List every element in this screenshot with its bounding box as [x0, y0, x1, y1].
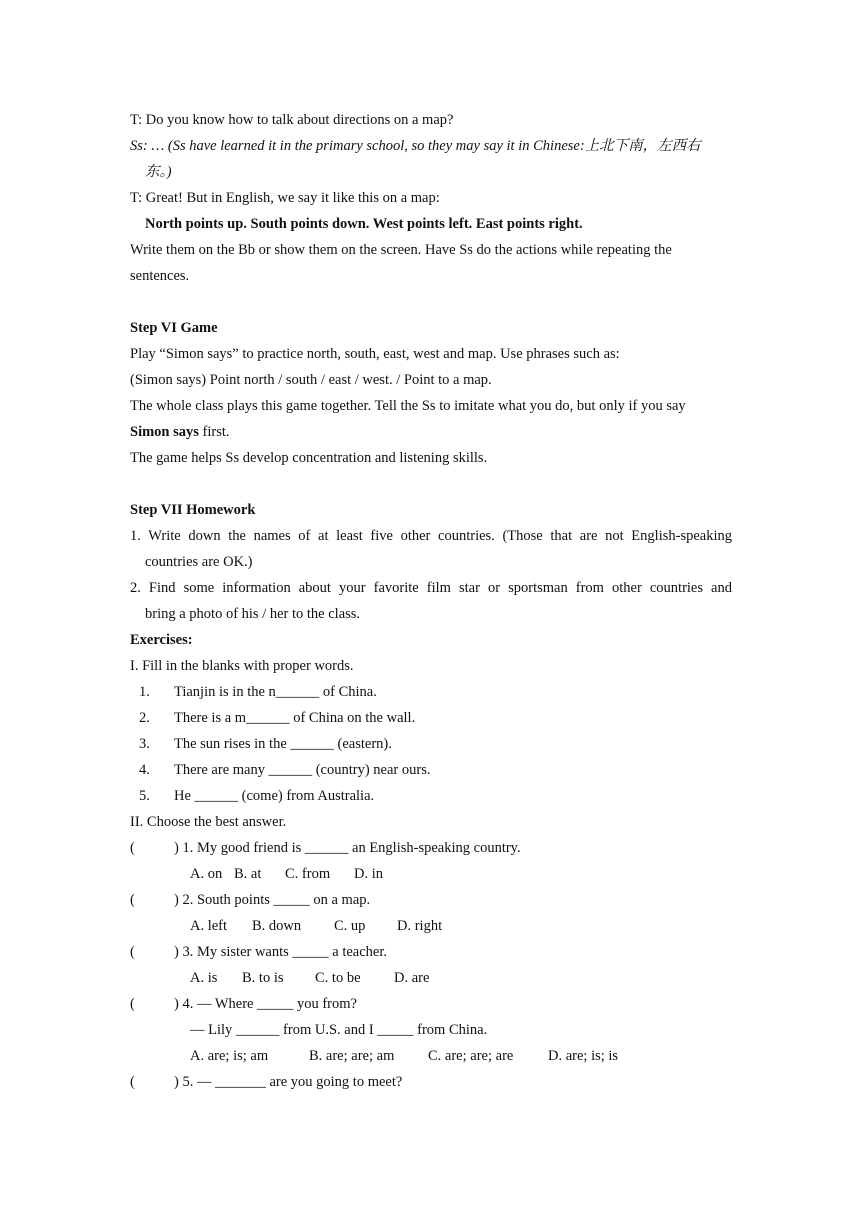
teacher-great: T: Great! But in English, we say it like this on a map:: [130, 190, 440, 206]
fill-item-number: 4.: [139, 762, 150, 778]
option-b: B. at: [234, 866, 262, 882]
direction-sentences: North points up. South points down. West points left. East points right.: [145, 216, 583, 232]
choice-question-2: [130, 891, 732, 909]
student-response-line-2: 东。): [145, 164, 172, 180]
step7-heading: Step VII Homework: [130, 502, 256, 518]
option-c: C. up: [334, 918, 366, 934]
answer-paren: (: [130, 1074, 135, 1090]
step6-line-1: Play “Simon says” to practice north, south, east, west and map. Use phrases such as:: [130, 346, 620, 362]
option-d: D. in: [354, 866, 383, 882]
choice-question-1: [130, 839, 732, 857]
fill-item-text: The sun rises in the ______ (eastern).: [174, 736, 392, 752]
question-2-options: [190, 917, 792, 935]
answer-paren: (: [130, 944, 135, 960]
fill-item-text: Tianjin is in the n______ of China.: [174, 684, 377, 700]
fill-item-text: He ______ (come) from Australia.: [174, 788, 375, 804]
option-b: B. to is: [242, 970, 284, 986]
teacher-question: T: Do you know how to talk about directions on a map?: [130, 112, 454, 128]
option-b: B. are; are; am: [309, 1048, 395, 1064]
fill-item-number: 3.: [139, 736, 150, 752]
answer-paren: (: [130, 892, 135, 908]
fill-item-number: 2.: [139, 710, 150, 726]
question-1-options: [190, 865, 792, 883]
fill-item-text: There is a m______ of China on the wall.: [174, 710, 416, 726]
simon-says-rest: first.: [198, 424, 230, 440]
answer-paren: (: [130, 840, 135, 856]
option-a: A. is: [190, 970, 218, 986]
option-c: C. to be: [315, 970, 361, 986]
option-d: D. are: [394, 970, 430, 986]
question-text: ) 2. South points _____ on a map.: [174, 892, 371, 908]
simon-says-bold: Simon says: [130, 424, 199, 440]
step6-line-5: The game helps Ss develop concentration and listening skills.: [130, 450, 488, 466]
option-c: C. are; are; are: [428, 1048, 514, 1064]
option-d: D. right: [397, 918, 443, 934]
option-a: A. left: [190, 918, 228, 934]
option-c: C. from: [285, 866, 331, 882]
option-a: A. are; is; am: [190, 1048, 269, 1064]
exercises-heading: Exercises:: [130, 632, 193, 648]
fill-item: [139, 787, 741, 805]
fill-item: [139, 735, 741, 753]
step6-line-2: (Simon says) Point north / south / east / west. / Point to a map.: [130, 372, 492, 388]
step6-heading: Step VI Game: [130, 320, 218, 336]
student-response-line-1: Ss: … (Ss have learned it in the primary school, so they may say it in Chinese:上北下南，左西右: [130, 138, 701, 154]
question-3-options: [190, 969, 792, 987]
fill-item: [139, 761, 741, 779]
choice-question-3: [130, 943, 732, 961]
step6-line-3: The whole class plays this game together. Tell the Ss to imitate what you do, but only if you say: [130, 398, 686, 414]
question-text: ) 3. My sister wants _____ a teacher.: [174, 944, 388, 960]
option-a: A. on: [190, 866, 223, 882]
choice-question-4: [130, 995, 732, 1013]
homework-2-line-2: bring a photo of his / her to the class.: [145, 606, 361, 622]
part2-title: II. Choose the best answer.: [130, 814, 287, 830]
write-instruction-line-2: sentences.: [130, 268, 190, 284]
fill-item-number: 5.: [139, 788, 150, 804]
option-d: D. are; is; is: [548, 1048, 619, 1064]
fill-item: [139, 683, 741, 701]
homework-1-line-2: countries are OK.): [145, 554, 253, 570]
fill-item-text: There are many ______ (country) near ours.: [174, 762, 431, 778]
question-4-line-2: — Lily ______ from U.S. and I _____ from China.: [190, 1022, 488, 1038]
homework-1-line-1: 1. Write down the names of at least five other countries. (Those that are not English-speaking: [130, 528, 732, 544]
step6-line-4: [130, 423, 732, 441]
answer-paren: (: [130, 996, 135, 1012]
fill-item: [139, 709, 741, 727]
part1-title: I. Fill in the blanks with proper words.: [130, 658, 354, 674]
fill-item-number: 1.: [139, 684, 150, 700]
option-b: B. down: [252, 918, 302, 934]
write-instruction-line-1: Write them on the Bb or show them on the screen. Have Ss do the actions while repeating the: [130, 242, 672, 258]
question-text: ) 5. — _______ are you going to meet?: [174, 1074, 403, 1090]
question-4-options: [190, 1047, 792, 1065]
question-text: ) 1. My good friend is ______ an English-speaking country.: [174, 840, 521, 856]
choice-question-5: [130, 1073, 732, 1091]
homework-2-line-1: 2. Find some information about your favorite film star or sportsman from other countries and: [130, 580, 732, 596]
question-text: ) 4. — Where _____ you from?: [174, 996, 357, 1012]
